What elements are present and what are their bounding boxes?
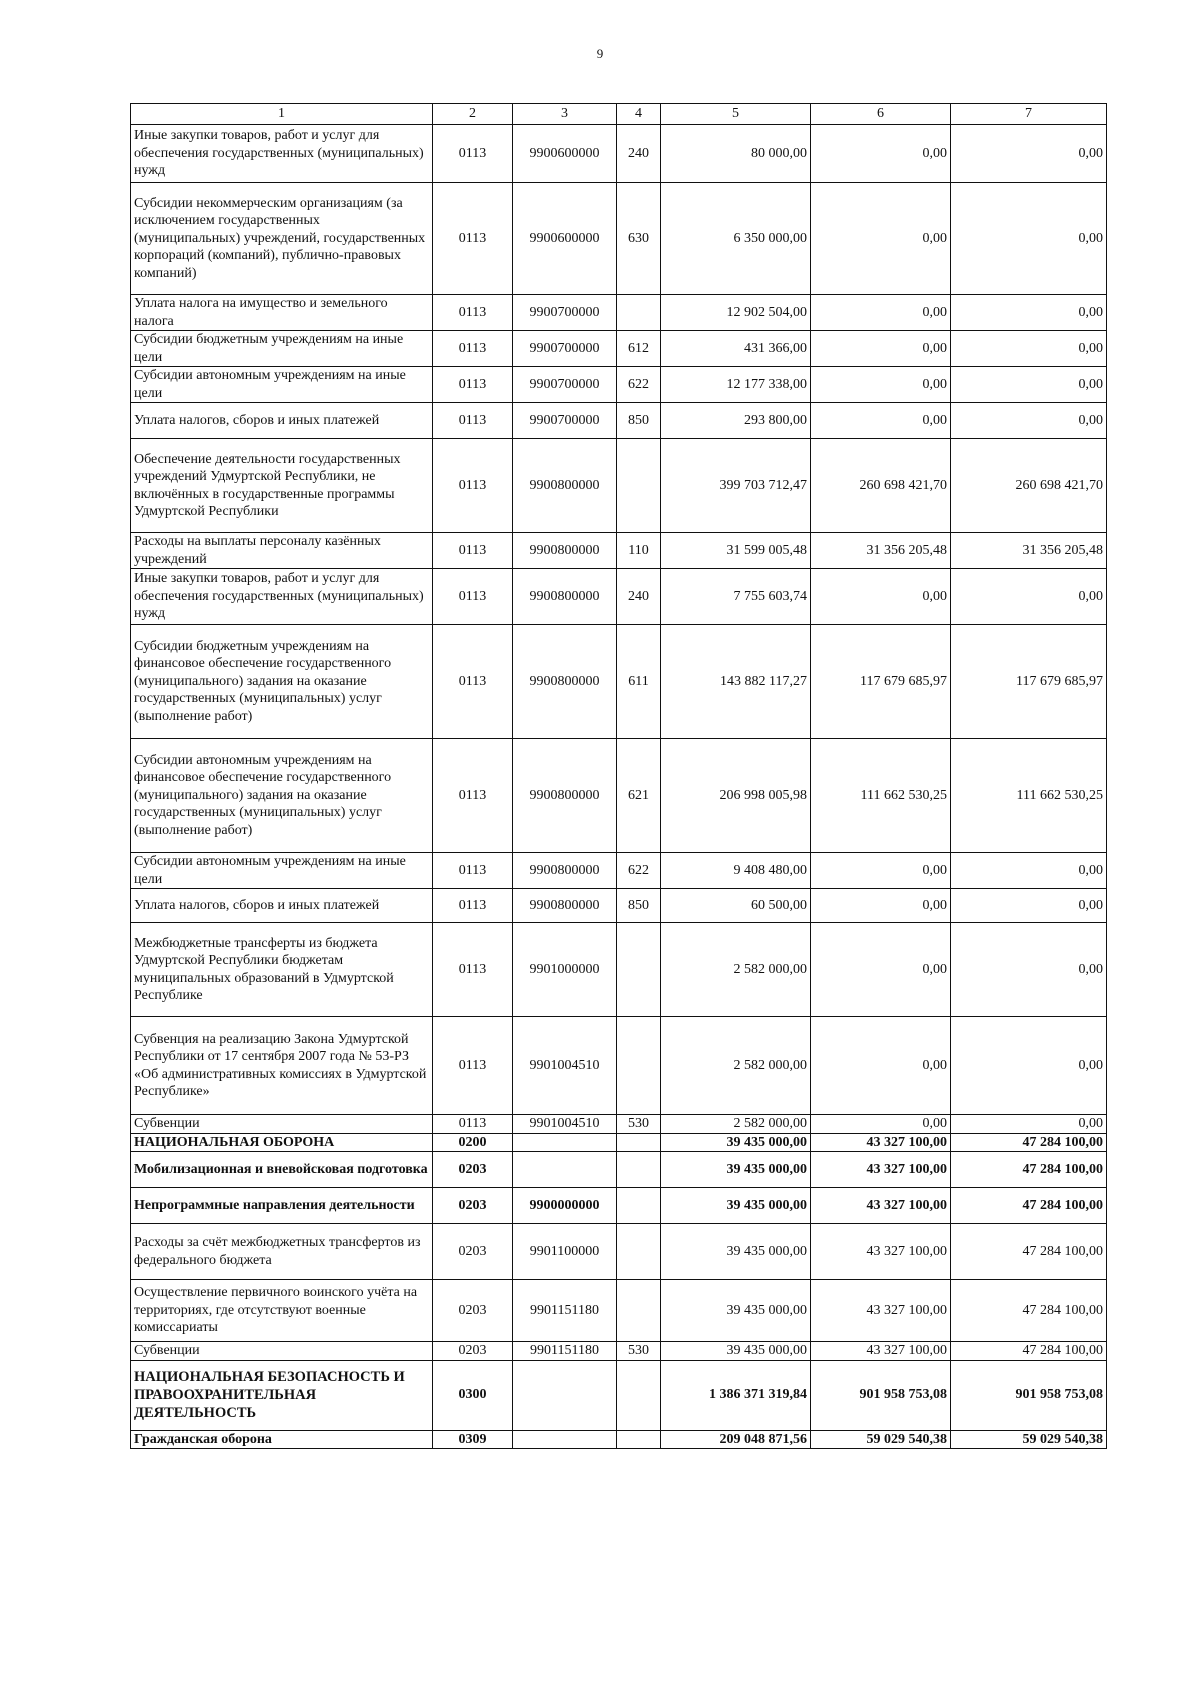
amount-year-3: 0,00 <box>951 1017 1107 1115</box>
expense-type-code <box>617 1224 661 1280</box>
expense-type-code <box>617 1133 661 1152</box>
target-article-code <box>513 1152 617 1188</box>
amount-year-3: 0,00 <box>951 403 1107 439</box>
table-row <box>131 1430 1107 1449</box>
column-header: 6 <box>811 104 951 125</box>
table-row <box>131 853 1107 889</box>
target-article-code: 9900700000 <box>513 403 617 439</box>
row-name: НАЦИОНАЛЬНАЯ ОБОРОНА <box>131 1133 433 1152</box>
amount-year-2: 901 958 753,08 <box>811 1360 951 1430</box>
expense-type-code: 240 <box>617 125 661 183</box>
target-article-code: 9900700000 <box>513 295 617 331</box>
amount-year-3: 117 679 685,97 <box>951 625 1107 739</box>
row-name: Иные закупки товаров, работ и услуг для обеспечения государственных (муниципальных) нужд <box>131 125 433 183</box>
row-name: Осуществление первичного воинского учёта на территориях, где отсутствуют военные комиссариаты <box>131 1280 433 1342</box>
row-name: Субсидии автономным учреждениям на финансовое обеспечение государственного (муниципального) задания на оказание государственных (муниципальных) услуг (выполнение работ) <box>131 739 433 853</box>
table-row <box>131 125 1107 183</box>
row-name: Субсидии автономным учреждениям на иные цели <box>131 853 433 889</box>
table-row <box>131 1133 1107 1152</box>
amount-year-2: 43 327 100,00 <box>811 1224 951 1280</box>
target-article-code: 9900800000 <box>513 625 617 739</box>
row-name: Мобилизационная и вневойсковая подготовка <box>131 1152 433 1188</box>
amount-year-1: 39 435 000,00 <box>661 1342 811 1361</box>
amount-year-2: 0,00 <box>811 889 951 923</box>
section-code: 0113 <box>433 569 513 625</box>
amount-year-2: 0,00 <box>811 923 951 1017</box>
table-row <box>131 403 1107 439</box>
header-row <box>131 104 1107 125</box>
amount-year-3: 0,00 <box>951 125 1107 183</box>
section-code: 0203 <box>433 1342 513 1361</box>
table-row <box>131 367 1107 403</box>
amount-year-2: 59 029 540,38 <box>811 1430 951 1449</box>
target-article-code: 9901100000 <box>513 1224 617 1280</box>
target-article-code <box>513 1133 617 1152</box>
amount-year-1: 60 500,00 <box>661 889 811 923</box>
section-code: 0300 <box>433 1360 513 1430</box>
amount-year-1: 39 435 000,00 <box>661 1280 811 1342</box>
target-article-code <box>513 1360 617 1430</box>
section-code: 0113 <box>433 183 513 295</box>
expense-type-code <box>617 1152 661 1188</box>
amount-year-3: 47 284 100,00 <box>951 1188 1107 1224</box>
section-code: 0113 <box>433 923 513 1017</box>
amount-year-1: 7 755 603,74 <box>661 569 811 625</box>
target-article-code: 9900800000 <box>513 889 617 923</box>
amount-year-1: 399 703 712,47 <box>661 439 811 533</box>
amount-year-3: 901 958 753,08 <box>951 1360 1107 1430</box>
amount-year-3: 260 698 421,70 <box>951 439 1107 533</box>
amount-year-2: 0,00 <box>811 403 951 439</box>
amount-year-2: 260 698 421,70 <box>811 439 951 533</box>
expense-type-code: 240 <box>617 569 661 625</box>
expense-type-code <box>617 295 661 331</box>
amount-year-1: 209 048 871,56 <box>661 1430 811 1449</box>
section-code: 0203 <box>433 1280 513 1342</box>
section-code: 0309 <box>433 1430 513 1449</box>
amount-year-2: 0,00 <box>811 183 951 295</box>
amount-year-3: 111 662 530,25 <box>951 739 1107 853</box>
table-row <box>131 1188 1107 1224</box>
amount-year-2: 0,00 <box>811 1115 951 1134</box>
target-article-code: 9901004510 <box>513 1115 617 1134</box>
row-name: Гражданская оборона <box>131 1430 433 1449</box>
row-name: Субсидии автономным учреждениям на иные цели <box>131 367 433 403</box>
amount-year-1: 293 800,00 <box>661 403 811 439</box>
table-row <box>131 1152 1107 1188</box>
section-code: 0113 <box>433 1017 513 1115</box>
amount-year-3: 47 284 100,00 <box>951 1342 1107 1361</box>
expense-type-code <box>617 1280 661 1342</box>
target-article-code: 9901004510 <box>513 1017 617 1115</box>
table-row <box>131 739 1107 853</box>
section-code: 0203 <box>433 1152 513 1188</box>
amount-year-3: 0,00 <box>951 367 1107 403</box>
row-name: Субсидии бюджетным учреждениям на иные цели <box>131 331 433 367</box>
row-name: Субсидии некоммерческим организациям (за исключением государственных (муниципальных) учреждений, государственных корпораций (компаний), публично-правовых компаний) <box>131 183 433 295</box>
amount-year-3: 0,00 <box>951 331 1107 367</box>
row-name: Уплата налогов, сборов и иных платежей <box>131 889 433 923</box>
amount-year-2: 111 662 530,25 <box>811 739 951 853</box>
target-article-code: 9900000000 <box>513 1188 617 1224</box>
amount-year-1: 2 582 000,00 <box>661 1115 811 1134</box>
target-article-code <box>513 1430 617 1449</box>
page-number: 9 <box>596 46 604 61</box>
amount-year-1: 39 435 000,00 <box>661 1224 811 1280</box>
target-article-code: 9900800000 <box>513 739 617 853</box>
section-code: 0113 <box>433 367 513 403</box>
amount-year-1: 2 582 000,00 <box>661 923 811 1017</box>
amount-year-2: 0,00 <box>811 569 951 625</box>
section-code: 0113 <box>433 1115 513 1134</box>
target-article-code: 9900800000 <box>513 853 617 889</box>
section-code: 0200 <box>433 1133 513 1152</box>
row-name: Иные закупки товаров, работ и услуг для обеспечения государственных (муниципальных) нужд <box>131 569 433 625</box>
table-row <box>131 439 1107 533</box>
table-row <box>131 1017 1107 1115</box>
section-code: 0203 <box>433 1188 513 1224</box>
expense-type-code: 612 <box>617 331 661 367</box>
section-code: 0113 <box>433 853 513 889</box>
expense-type-code: 110 <box>617 533 661 569</box>
target-article-code: 9901151180 <box>513 1342 617 1361</box>
expense-type-code <box>617 1430 661 1449</box>
section-code: 0113 <box>433 533 513 569</box>
amount-year-3: 0,00 <box>951 923 1107 1017</box>
expense-type-code: 611 <box>617 625 661 739</box>
table-row <box>131 923 1107 1017</box>
amount-year-1: 206 998 005,98 <box>661 739 811 853</box>
amount-year-2: 43 327 100,00 <box>811 1133 951 1152</box>
amount-year-3: 0,00 <box>951 183 1107 295</box>
column-header: 4 <box>617 104 661 125</box>
amount-year-2: 0,00 <box>811 1017 951 1115</box>
budget-table <box>130 103 1107 1449</box>
amount-year-2: 0,00 <box>811 125 951 183</box>
target-article-code: 9900800000 <box>513 533 617 569</box>
target-article-code: 9900700000 <box>513 331 617 367</box>
table-row <box>131 1360 1107 1430</box>
table-row <box>131 889 1107 923</box>
table-row <box>131 1342 1107 1361</box>
section-code: 0113 <box>433 331 513 367</box>
table-row <box>131 1280 1107 1342</box>
expense-type-code <box>617 1017 661 1115</box>
row-name: Субвенции <box>131 1115 433 1134</box>
amount-year-1: 31 599 005,48 <box>661 533 811 569</box>
column-header: 7 <box>951 104 1107 125</box>
amount-year-3: 59 029 540,38 <box>951 1430 1107 1449</box>
expense-type-code: 621 <box>617 739 661 853</box>
amount-year-2: 117 679 685,97 <box>811 625 951 739</box>
target-article-code: 9900700000 <box>513 367 617 403</box>
amount-year-3: 47 284 100,00 <box>951 1152 1107 1188</box>
amount-year-2: 0,00 <box>811 853 951 889</box>
amount-year-1: 12 177 338,00 <box>661 367 811 403</box>
column-header: 3 <box>513 104 617 125</box>
row-name: Расходы на выплаты персоналу казённых учреждений <box>131 533 433 569</box>
table-row <box>131 183 1107 295</box>
amount-year-1: 39 435 000,00 <box>661 1188 811 1224</box>
amount-year-1: 9 408 480,00 <box>661 853 811 889</box>
row-name: Субвенции <box>131 1342 433 1361</box>
section-code: 0113 <box>433 889 513 923</box>
amount-year-3: 0,00 <box>951 853 1107 889</box>
expense-type-code: 622 <box>617 367 661 403</box>
amount-year-1: 12 902 504,00 <box>661 295 811 331</box>
amount-year-3: 0,00 <box>951 1115 1107 1134</box>
target-article-code: 9900800000 <box>513 439 617 533</box>
row-name: Субсидии бюджетным учреждениям на финансовое обеспечение государственного (муниципального) задания на оказание государственных (муниципальных) услуг (выполнение работ) <box>131 625 433 739</box>
table-row <box>131 1224 1107 1280</box>
section-code: 0113 <box>433 739 513 853</box>
column-header: 5 <box>661 104 811 125</box>
expense-type-code: 622 <box>617 853 661 889</box>
amount-year-2: 43 327 100,00 <box>811 1280 951 1342</box>
amount-year-3: 0,00 <box>951 889 1107 923</box>
section-code: 0113 <box>433 403 513 439</box>
expense-type-code <box>617 923 661 1017</box>
expense-type-code: 530 <box>617 1342 661 1361</box>
row-name: Обеспечение деятельности государственных учреждений Удмуртской Республики, не включённых в государственные программы Удмуртской Республики <box>131 439 433 533</box>
amount-year-1: 39 435 000,00 <box>661 1133 811 1152</box>
amount-year-2: 0,00 <box>811 367 951 403</box>
target-article-code: 9901000000 <box>513 923 617 1017</box>
expense-type-code <box>617 439 661 533</box>
target-article-code: 9900800000 <box>513 569 617 625</box>
expense-type-code: 850 <box>617 403 661 439</box>
section-code: 0113 <box>433 439 513 533</box>
table-row <box>131 625 1107 739</box>
amount-year-2: 43 327 100,00 <box>811 1152 951 1188</box>
column-header: 2 <box>433 104 513 125</box>
row-name: Субвенция на реализацию Закона Удмуртской Республики от 17 сентября 2007 года № 53-РЗ «Об административных комиссиях в Удмуртской Республике» <box>131 1017 433 1115</box>
amount-year-3: 31 356 205,48 <box>951 533 1107 569</box>
table-row <box>131 295 1107 331</box>
amount-year-3: 47 284 100,00 <box>951 1133 1107 1152</box>
table-row <box>131 569 1107 625</box>
row-name: Уплата налога на имущество и земельного налога <box>131 295 433 331</box>
amount-year-1: 1 386 371 319,84 <box>661 1360 811 1430</box>
amount-year-3: 47 284 100,00 <box>951 1280 1107 1342</box>
section-code: 0113 <box>433 295 513 331</box>
expense-type-code <box>617 1188 661 1224</box>
expense-type-code: 530 <box>617 1115 661 1134</box>
expense-type-code: 850 <box>617 889 661 923</box>
target-article-code: 9900600000 <box>513 125 617 183</box>
amount-year-1: 143 882 117,27 <box>661 625 811 739</box>
amount-year-1: 431 366,00 <box>661 331 811 367</box>
section-code: 0113 <box>433 625 513 739</box>
amount-year-1: 80 000,00 <box>661 125 811 183</box>
amount-year-3: 0,00 <box>951 569 1107 625</box>
row-name: Межбюджетные трансферты из бюджета Удмуртской Республики бюджетам муниципальных образований в Удмуртской Республике <box>131 923 433 1017</box>
section-code: 0203 <box>433 1224 513 1280</box>
table-row <box>131 533 1107 569</box>
target-article-code: 9901151180 <box>513 1280 617 1342</box>
amount-year-2: 43 327 100,00 <box>811 1342 951 1361</box>
row-name: НАЦИОНАЛЬНАЯ БЕЗОПАСНОСТЬ И ПРАВООХРАНИТЕЛЬНАЯ ДЕЯТЕЛЬНОСТЬ <box>131 1360 433 1430</box>
expense-type-code: 630 <box>617 183 661 295</box>
amount-year-1: 6 350 000,00 <box>661 183 811 295</box>
column-header: 1 <box>131 104 433 125</box>
amount-year-1: 2 582 000,00 <box>661 1017 811 1115</box>
amount-year-2: 43 327 100,00 <box>811 1188 951 1224</box>
amount-year-3: 47 284 100,00 <box>951 1224 1107 1280</box>
amount-year-2: 31 356 205,48 <box>811 533 951 569</box>
target-article-code: 9900600000 <box>513 183 617 295</box>
amount-year-3: 0,00 <box>951 295 1107 331</box>
section-code: 0113 <box>433 125 513 183</box>
expense-type-code <box>617 1360 661 1430</box>
table-row <box>131 331 1107 367</box>
row-name: Расходы за счёт межбюджетных трансфертов из федерального бюджета <box>131 1224 433 1280</box>
row-name: Непрограммные направления деятельности <box>131 1188 433 1224</box>
table-row <box>131 1115 1107 1134</box>
row-name: Уплата налогов, сборов и иных платежей <box>131 403 433 439</box>
amount-year-2: 0,00 <box>811 295 951 331</box>
amount-year-1: 39 435 000,00 <box>661 1152 811 1188</box>
amount-year-2: 0,00 <box>811 331 951 367</box>
